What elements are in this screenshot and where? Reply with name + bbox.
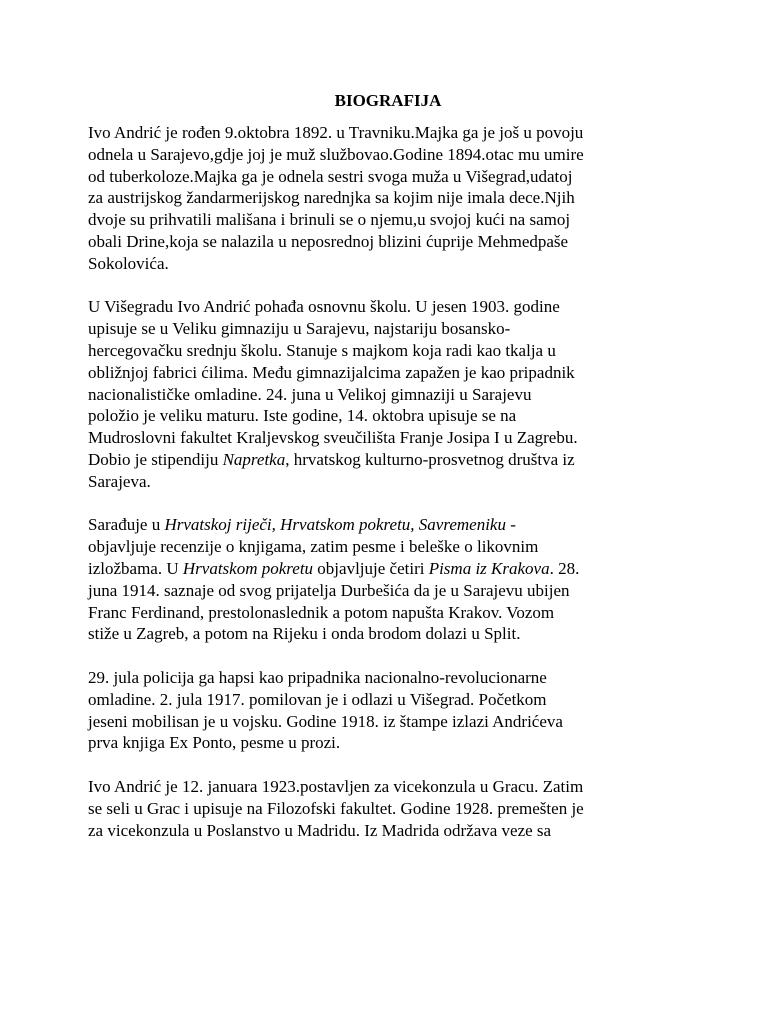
paragraph-5	[88, 776, 688, 841]
text-line: obližnjoj fabrici ćilima. Među gimnazijalcima zapažen je kao pripadnik	[88, 362, 575, 382]
paragraph-4	[88, 667, 688, 754]
text-line: stiže u Zagreb, a potom na Rijeku i onda brodom dolazi u Split.	[88, 624, 521, 644]
text-line: jeseni mobilisan je u vojsku. Godine 1918. iz štampe izlazi Andrićeva	[88, 711, 563, 731]
text-line: U Višegradu Ivo Andrić pohađa osnovnu školu. U jesen 1903. godine	[88, 297, 560, 317]
text-line: za austrijskog žandarmerijskog narednjka sa kojim nije imala dece.Njih	[88, 188, 575, 208]
text-line: od tuberkoloze.Majka ga je odnela sestri svoga muža u Višegrad,udatoj	[88, 166, 573, 186]
text-line: se seli u Grac i upisuje na Filozofski fakultet. Godine 1928. premešten je	[88, 798, 584, 818]
text-line: Sarajeva.	[88, 471, 151, 491]
text-line: Franc Ferdinand, prestolonaslednik a potom napušta Krakov. Vozom	[88, 602, 555, 622]
text-line: upisuje se u Veliku gimnaziju u Sarajevu, najstariju bosansko-	[88, 319, 511, 339]
italic-title: Hrvatskom pokretu	[182, 558, 314, 578]
text-line: odnela u Sarajevo,gdje joj je muž službovao.Godine 1894.otac mu umire	[88, 144, 584, 164]
text-line: nacionalističke omladine. 24. juna u Velikoj gimnaziji u Sarajevu	[88, 384, 532, 404]
text-line: juna 1914. saznaje od svog prijatelja Durbešića da je u Sarajevu ubijen	[88, 580, 570, 600]
text-line: Ivo Andrić je 12. januara 1923.postavljen za vicekonzula u Gracu. Zatim	[88, 776, 584, 796]
text-line: Sarađuje u Hrvatskoj riječi, Hrvatskom pokretu, Savremeniku -	[88, 515, 516, 535]
text-line: 29. jula policija ga hapsi kao pripadnika nacionalno-revolucionarne	[88, 667, 547, 687]
text-line: Ivo Andrić je rođen 9.oktobra 1892. u Travniku.Majka ga je još u povoju	[88, 123, 584, 142]
text-line: za vicekonzula u Poslanstvo u Madridu. Iz Madrida održava veze sa	[88, 820, 552, 840]
italic-title: Napretka	[222, 449, 286, 469]
text-line: dvoje su prihvatili mališana i brinuli se o njemu,u svojoj kući na samoj	[88, 210, 571, 230]
text-line: objavljuje recenzije o knjigama, zatim pesme i beleške o likovnim	[88, 537, 539, 557]
italic-title: Hrvatskoj riječi, Hrvatskom pokretu, Savremeniku	[164, 515, 506, 535]
text-line: izložbama. U Hrvatskom pokretu objavljuje četiri Pisma iz Krakova. 28.	[88, 558, 580, 578]
text-line: prva knjiga Ex Ponto, pesme u prozi.	[88, 733, 341, 753]
paragraph-2	[88, 296, 688, 492]
text-line: Mudroslovni fakultet Kraljevskog sveučilišta Franje Josipa I u Zagrebu.	[88, 428, 578, 448]
text-line: omladine. 2. jula 1917. pomilovan je i odlazi u Višegrad. Početkom	[88, 689, 547, 709]
text-line: hercegovačku srednju školu. Stanuje s majkom koja radi kao tkalja u	[88, 340, 556, 360]
text-line: Sokolovića.	[88, 253, 169, 273]
text-line: Dobio je stipendiju Napretka, hrvatskog kulturno-prosvetnog društva iz	[88, 449, 575, 469]
document-title: BIOGRAFIJA	[334, 91, 442, 110]
text-line: položio je veliku maturu. Iste godine, 14. oktobra upisuje se na	[88, 406, 517, 426]
text-line: obali Drine,koja se nalazila u neposrednoj blizini ćuprije Mehmedpaše	[88, 231, 569, 251]
document-page	[88, 90, 688, 863]
paragraph-3	[88, 514, 688, 645]
paragraph-1	[88, 122, 688, 275]
italic-title: Pisma iz Krakova	[428, 558, 550, 578]
